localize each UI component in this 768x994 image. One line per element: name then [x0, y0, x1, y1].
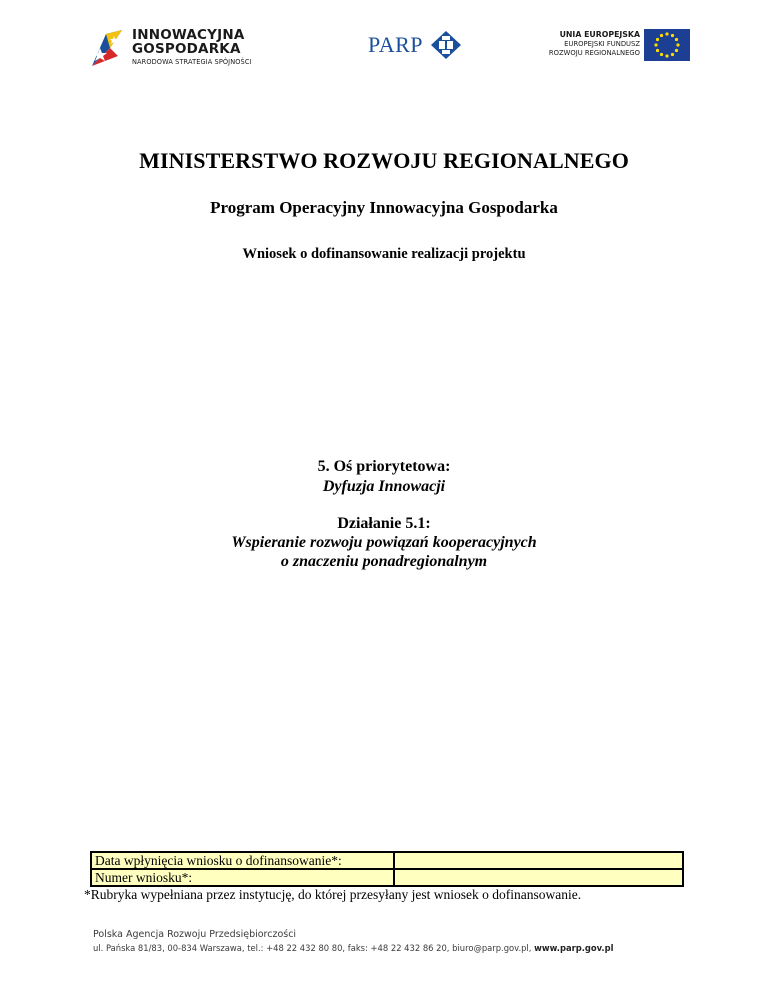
ig-logo-line3: NARODOWA STRATEGIA SPÓJNOŚCI — [132, 58, 252, 66]
action-block — [0, 514, 768, 571]
footer-organization: Polska Agencja Rozwoju Przedsiębiorczości — [93, 929, 297, 940]
application-number-label: Numer wniosku*: — [91, 869, 394, 886]
received-date-field[interactable] — [394, 852, 683, 869]
priority-axis-block — [0, 457, 768, 497]
ig-logo-line2: GOSPODARKA — [132, 41, 241, 57]
action-name-line2: o znaczeniu ponadregionalnym — [280, 553, 488, 570]
ig-star-emblem-icon — [88, 26, 128, 68]
eu-logo — [530, 27, 690, 63]
parp-emblem-icon — [430, 30, 462, 60]
footer-website-link[interactable]: www.parp.gov.pl — [534, 943, 614, 953]
parp-logo — [368, 30, 468, 60]
priority-axis-name: Dyfuzja Innowacji — [322, 478, 446, 495]
received-date-label: Data wpłynięcia wniosku o dofinansowanie*: — [91, 852, 394, 869]
application-title: Wniosek o dofinansowanie realizacji projektu — [242, 246, 526, 262]
ig-logo-line1: INNOWACYJNA — [132, 27, 245, 43]
registration-form-table — [90, 851, 684, 887]
eu-logo-line2: EUROPEJSKI FUNDUSZ — [564, 39, 640, 48]
table-row — [91, 869, 683, 886]
eu-flag-icon — [644, 29, 690, 61]
footer-address: ul. Pańska 81/83, 00-834 Warszawa, tel.: +48 22 432 80 80, faks: +48 22 432 86 20, biuro@parp.gov.pl, — [93, 943, 532, 953]
form-footnote: *Rubryka wypełniana przez instytucję, do której przesyłany jest wniosek o dofinansowanie. — [84, 887, 582, 902]
action-label: Działanie 5.1: — [337, 515, 431, 532]
ministry-title: MINISTERSTWO ROZWOJU REGIONALNEGO — [139, 148, 629, 173]
eu-logo-line1: UNIA EUROPEJSKA — [559, 30, 640, 39]
footer-contact — [93, 943, 613, 953]
priority-axis-label: 5. Oś priorytetowa: — [317, 458, 451, 475]
parp-logo-text: PARP — [368, 32, 424, 57]
application-number-field[interactable] — [394, 869, 683, 886]
eu-logo-line3: ROZWOJU REGIONALNEGO — [548, 49, 640, 57]
table-row — [91, 852, 683, 869]
innowacyjna-gospodarka-logo — [88, 26, 268, 70]
action-name-line1: Wspieranie rozwoju powiązań kooperacyjnych — [231, 534, 537, 551]
program-title: Program Operacyjny Innowacyjna Gospodarka — [210, 198, 558, 217]
